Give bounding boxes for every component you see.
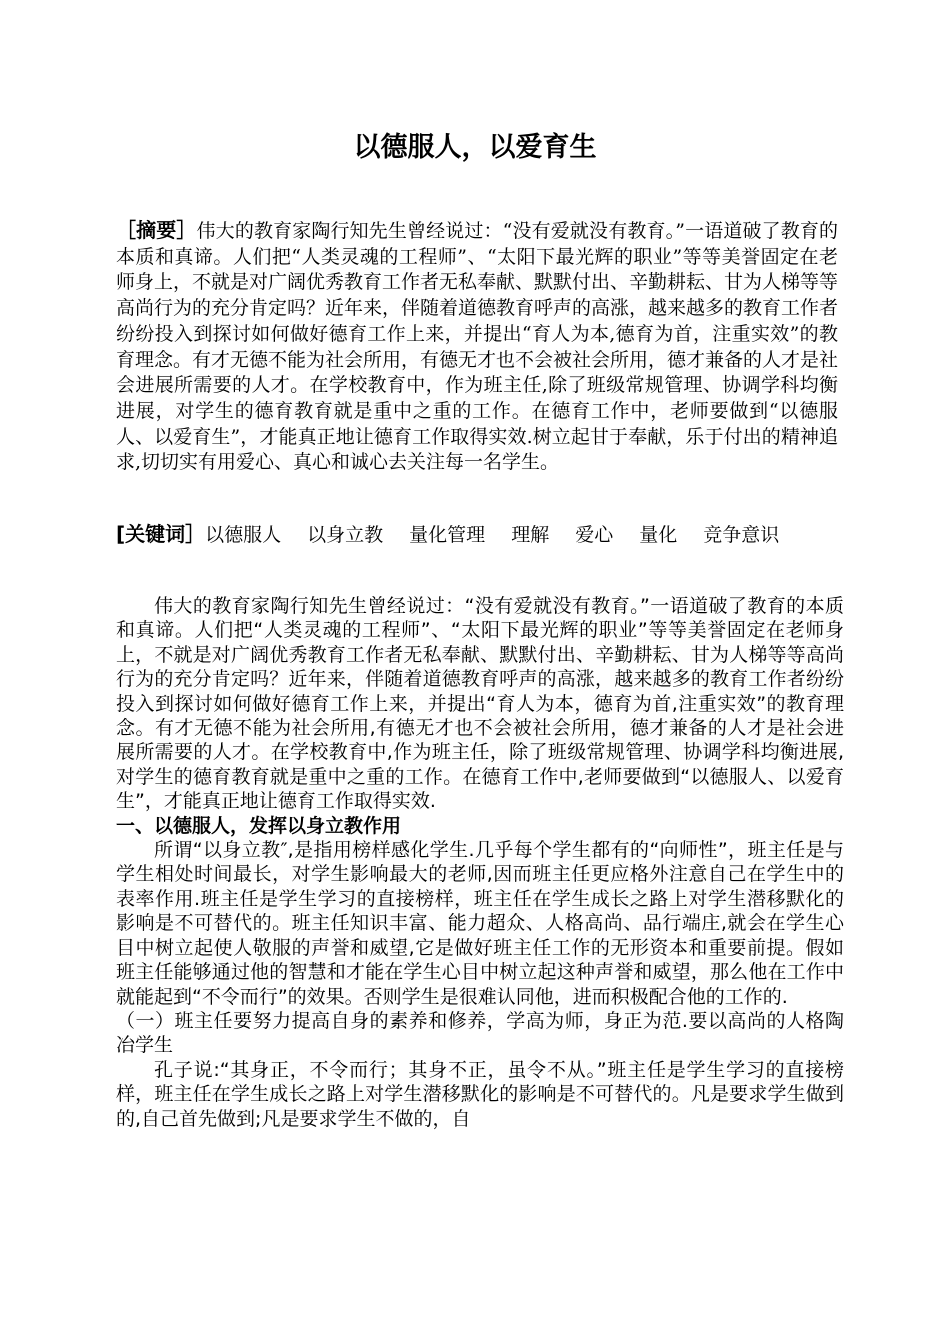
document-title: 以德服人，以爱育生: [353, 132, 597, 163]
keyword: 理解: [511, 524, 550, 546]
subsection-paragraph: 孔子说:“其身正，不令而行；其身不正，虽令不从。”班主任是学生学习的直接榜样，班主任在学生成长之路上对学生潜移默化的影响是不可替代的。凡是要求学生做到的,自己首先做到;凡是要求学生不做的，自: [116, 1058, 844, 1130]
section-heading: 一、以德服人，发挥以身立教作用: [116, 814, 402, 837]
keyword: 以身立教: [307, 524, 384, 546]
subsection-heading: （一）班主任要努力提高自身的素养和修养，学高为师，身正为范.要以高尚的人格陶冶学生: [116, 1009, 844, 1057]
document-body: [116, 594, 844, 1131]
section-paragraph: 所谓“以身立教″,是指用榜样感化学生.几乎每个学生都有的“向师性”，班主任是与学生相处时间最长，对学生影响最大的老师,因而班主任更应格外注意自己在学生中的表率作用.班主任是学生学习的直接榜样，班主任在学生成长之路上对学生潜移默化的影响是不可替代的。班主任知识丰富、能力超众、人格高尚、品行端庄,就会在学生心目中树立起使人敬服的声誉和威望,它是做好班主任工作的无形资本和重要前提。假如班主任能够通过他的智慧和才能在学生心目中树立起这种声誉和威望，那么他在工作中就能起到“不令而行”的效果。否则学生是很难认同他，进而积极配合他的工作的.: [116, 839, 844, 1008]
abstract: [116, 218, 838, 476]
keywords-label: [关键词］: [116, 522, 206, 546]
abstract-label: ［摘要］: [116, 218, 197, 242]
keyword: 量化: [639, 524, 678, 546]
intro-paragraph: 伟大的教育家陶行知先生曾经说过：“没有爱就没有教育。”一语道破了教育的本质和真谛。人们把“人类灵魂的工程师”、“太阳下最光辉的职业”等等美誉固定在老师身上，不就是对广阔优秀教育工作者无私奉献、默默付出、辛勤耕耘、甘为人梯等等高尚行为的充分肯定吗？近年来，伴随着道德教育呼声的高涨，越来越多的教育工作者纷纷投入到探讨如何做好德育工作上来，并提出“育人为本，德育为首,注重实效”的教育理念。有才无德不能为社会所用,有德无才也不会被社会所用，德才兼备的人才是社会进展所需要的人才。在学校教育中,作为班主任，除了班级常规管理、协调学科均衡进展,对学生的德育教育就是重中之重的工作。在德育工作中,老师要做到“以德服人、以爱育生”，才能真正地让德育工作取得实效.: [116, 595, 844, 813]
abstract-text: 伟大的教育家陶行知先生曾经说过：“没有爱就没有教育。”一语道破了教育的本质和真谛。人们把“人类灵魂的工程师”、“太阳下最光辉的职业”等等美誉固定在老师身上，不就是对广阔优秀教育工作者无私奉献、默默付出、辛勤耕耘、甘为人梯等等高尚行为的充分肯定吗？近年来，伴随着道德教育呼声的高涨，越来越多的教育工作者纷纷投入到探讨如何做好德育工作上来，并提出“育人为本,德育为首，注重实效”的教育理念。有才无德不能为社会所用，有德无才也不会被社会所用，德才兼备的人才是社会进展所需要的人才。在学校教育中，作为班主任,除了班级常规管理、协调学科均衡进展，对学生的德育教育就是重中之重的工作。在德育工作中，老师要做到“以德服人、以爱育生”，才能真正地让德育工作取得实效.树立起甘于奉献，乐于付出的精神追求,切切实有用爱心、真心和诚心去关注每一名学生。: [116, 220, 839, 474]
keyword: 量化管理: [409, 524, 486, 546]
keywords: [116, 522, 838, 549]
keyword: 竞争意识: [703, 524, 780, 546]
keyword: 爱心: [575, 524, 614, 546]
keyword: 以德服人: [205, 524, 282, 546]
